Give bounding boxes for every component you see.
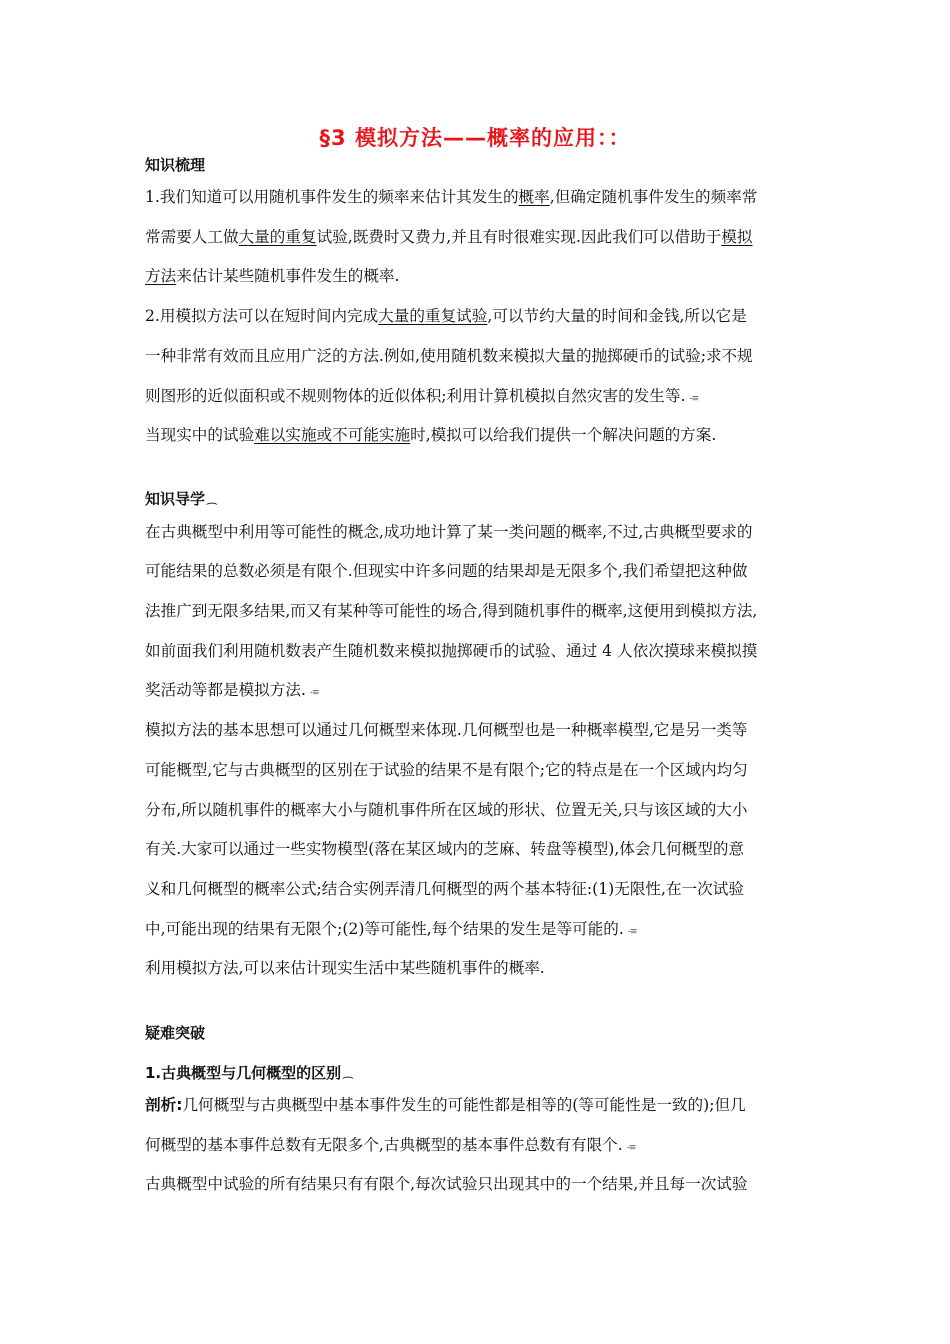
paragraph-5-line-2: 可能概型,它与古典概型的区别在于试验的结果不是有限个;它的特点是在一个区域内均匀 [145,761,748,779]
paragraph-7-line-3: 古典概型中试验的所有结果只有有限个,每次试验只出现其中的一个结果,并且每一次试验 [145,1175,748,1193]
paragraph-4-line-5: 奖活动等都是模拟方法. -≡ [145,681,319,699]
paragraph-1-line-2: 常需要人工做大量的重复试验,既费时又费力,并且有时很难实现.因此我们可以借助于模拟 [145,228,753,246]
page-title: §3 模拟方法——概率的应用：： [319,126,631,150]
cap-mark: ⁔ [343,1065,353,1079]
paragraph-4-line-1: 在古典概型中利用等可能性的概念,成功地计算了某一类问题的概率,不过,古典概型要求的 [145,523,753,541]
paragraph-5-line-5: 义和几何概型的概率公式;结合实例弄清几何概型的两个基本特征:(1)无限性,在一次试验 [145,880,744,898]
paragraph-5-line-3: 分布,所以随机事件的概率大小与随机事件所在区域的形状、位置无关,只与该区域的大小 [145,801,748,819]
analysis-label: 剖析: [145,1096,183,1114]
paragraph-1-line-1: 1.我们知道可以用随机事件发生的频率来估计其发生的概率,但确定随机事件发生的频率常 [145,188,758,206]
paragraph-4-line-2: 可能结果的总数必须是有限个.但现实中许多问题的结果却是无限多个,我们希望把这种做 [145,562,748,580]
paragraph-3-line-1: 当现实中的试验难以实施或不可能实施时,模拟可以给我们提供一个解决问题的方案. [145,426,717,444]
section-heading-difficulties: 疑难突破 [145,1024,206,1042]
section-heading-knowledge-review: 知识梳理 [145,156,206,174]
paragraph-mark: -≡ [309,688,319,698]
paragraph-2-line-1: 2.用模拟方法可以在短时间内完成大量的重复试验,可以节约大量的时间和金钱,所以它是 [145,307,747,325]
paragraph-5-line-1: 模拟方法的基本思想可以通过几何概型来体现.几何概型也是一种概率模型,它是另一类等 [145,721,748,739]
paragraph-2-line-3: 则图形的近似面积或不规则物体的近似体积;利用计算机模拟自然灾害的发生等. -≡ [145,387,698,405]
paragraph-4-line-3: 法推广到无限多结果,而又有某种等可能性的场合,得到随机事件的概率,这便用到模拟方法, [145,602,758,620]
paragraph-7-line-2: 何概型的基本事件总数有无限多个,古典概型的基本事件总数有有限个. -≡ [145,1136,636,1154]
paragraph-4-line-4: 如前面我们利用随机数表产生随机数来模拟抛掷硬币的试验、通过 4 人依次摸球来模拟摸 [145,642,758,660]
section-heading-knowledge-guide: 知识导学 ⁔ [145,490,217,508]
cap-mark: ⁔ [207,491,217,505]
paragraph-2-line-2: 一种非常有效而且应用广泛的方法.例如,使用随机数来模拟大量的抛掷硬币的试验;求不规 [145,347,753,365]
paragraph-7-line-1: 剖析:几何概型与古典概型中基本事件发生的可能性都是相等的(等可能性是一致的);但几 [145,1096,746,1114]
subsection-heading-classical-vs-geometric: 1.古典概型与几何概型的区别 ⁔ [145,1064,353,1082]
paragraph-mark: -≡ [689,394,698,404]
paragraph-5-line-4: 有关.大家可以通过一些实物模型(落在某区域内的芝麻、转盘等模型),体会几何概型的意 [145,840,745,858]
paragraph-6-line-1: 利用模拟方法,可以来估计现实生活中某些随机事件的概率. [145,959,545,977]
paragraph-5-line-6: 中,可能出现的结果有无限个;(2)等可能性,每个结果的发生是等可能的. -≡ [145,920,637,938]
paragraph-1-line-3: 方法来估计某些随机事件发生的概率. [145,267,400,285]
paragraph-mark: -≡ [627,927,637,937]
paragraph-mark: -≡ [626,1143,636,1153]
